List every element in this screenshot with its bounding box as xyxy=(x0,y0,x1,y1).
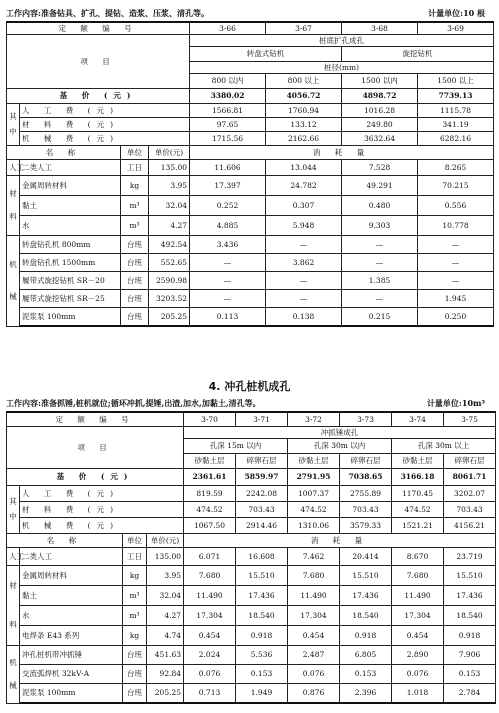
item-label: 项 目 xyxy=(7,427,184,469)
consume-value: 0.076 xyxy=(184,665,236,684)
machine-row xyxy=(7,254,494,272)
consume-value: 0.153 xyxy=(444,665,496,684)
item-name: 水 xyxy=(20,216,121,236)
consume-value: 0.713 xyxy=(184,684,236,704)
quota-table-1 xyxy=(6,21,494,327)
consume-value: 2.396 xyxy=(340,684,392,704)
cost-value: 1115.78 xyxy=(418,104,494,118)
cost-row xyxy=(7,104,494,118)
cost-row xyxy=(7,518,496,534)
soil-label: 碎卵石层 xyxy=(236,454,288,469)
consume-value: 0.454 xyxy=(392,626,444,646)
item-price: 3.95 xyxy=(147,566,184,586)
consume-value: 0.215 xyxy=(342,308,418,327)
consume-value: 24.782 xyxy=(266,176,342,196)
cost-value: 703.43 xyxy=(340,502,392,518)
material-row xyxy=(7,626,496,646)
item-name: 泥浆泵 100mm xyxy=(20,308,121,327)
cost-value: 2162.66 xyxy=(266,132,342,146)
consume-value: — xyxy=(342,236,418,254)
item-name: 交流弧焊机 32kV·A xyxy=(20,665,123,684)
unit-1: 计量单位:10 根 xyxy=(428,8,485,18)
item-name: 泥浆泵 100mm xyxy=(20,684,123,704)
material-row xyxy=(7,606,496,626)
consume-value: 11.490 xyxy=(184,586,236,606)
item-name: 履带式旋挖钻机 SR－20 xyxy=(20,272,121,290)
cost-value: 4156.21 xyxy=(444,518,496,534)
item-price: 4.27 xyxy=(149,216,190,236)
item-price: 451.63 xyxy=(147,646,184,665)
dia-value: 800 以上 xyxy=(266,74,342,89)
consume-value: — xyxy=(418,236,494,254)
machine-row xyxy=(7,272,494,290)
consume-value: — xyxy=(342,254,418,272)
consume-value: 0.876 xyxy=(288,684,340,704)
consume-value: 2.890 xyxy=(392,646,444,665)
consume-value: 0.454 xyxy=(288,626,340,646)
item-unit: m³ xyxy=(121,216,149,236)
consume-value: 0.918 xyxy=(340,626,392,646)
cost-value: 703.43 xyxy=(236,502,288,518)
consume-value: 1.945 xyxy=(418,290,494,308)
consume-value: 7.680 xyxy=(184,566,236,586)
consume-value: 6.071 xyxy=(184,548,236,566)
soil-label: 砂黏土层 xyxy=(288,454,340,469)
consume-value: 0.153 xyxy=(236,665,288,684)
item-name: 二类人工 xyxy=(20,548,123,566)
item-price: 32.04 xyxy=(147,586,184,606)
dia-value: 1500 以上 xyxy=(418,74,494,89)
col-consume: 消 耗 量 xyxy=(190,146,494,160)
group-title: 桩底扩孔成孔 xyxy=(190,35,494,47)
quota-label: 定 额 编 号 xyxy=(7,22,190,35)
item-name: 转盘钻孔机 800mm xyxy=(20,236,121,254)
consume-value: 5.536 xyxy=(236,646,288,665)
consume-value: 0.153 xyxy=(340,665,392,684)
consume-value: 1.018 xyxy=(392,684,444,704)
cost-value: 3632.64 xyxy=(342,132,418,146)
item-price: 135.00 xyxy=(149,160,190,176)
sub-group: 转盘式钻机 xyxy=(190,47,342,62)
quota-code: 3-70 xyxy=(184,412,236,427)
among-label: 其 中 xyxy=(7,104,20,146)
col-name: 名 称 xyxy=(7,534,123,548)
soil-label: 碎卵石层 xyxy=(340,454,392,469)
consume-value: 20.414 xyxy=(340,548,392,566)
base-price: 2791.95 xyxy=(288,469,340,486)
quota-code: 3-67 xyxy=(266,22,342,35)
consume-value: 7.906 xyxy=(444,646,496,665)
cost-value: 1715.56 xyxy=(190,132,266,146)
dia-value: 800 以内 xyxy=(190,74,266,89)
consume-value: 4.885 xyxy=(190,216,266,236)
consume-value: 13.044 xyxy=(266,160,342,176)
col-unit: 单位 xyxy=(123,534,147,548)
consume-value: 0.454 xyxy=(184,626,236,646)
cost-value: 1170.45 xyxy=(392,486,444,502)
consume-value: 49.291 xyxy=(342,176,418,196)
material-row xyxy=(7,196,494,216)
item-unit: 工日 xyxy=(123,548,147,566)
consume-value: 0.076 xyxy=(392,665,444,684)
cost-value: 1067.50 xyxy=(184,518,236,534)
header-row-group xyxy=(7,35,494,47)
consume-value: 15.510 xyxy=(444,566,496,586)
group-title: 冲抓锤成孔 xyxy=(184,427,496,439)
consume-value: 17.436 xyxy=(340,586,392,606)
depth-label: 孔深 15m 以内 xyxy=(184,439,288,454)
cost-value: 1310.06 xyxy=(288,518,340,534)
consume-value: 7.680 xyxy=(392,566,444,586)
quota-code: 3-71 xyxy=(236,412,288,427)
consume-value: 0.076 xyxy=(288,665,340,684)
cost-label: 机 械 费 (元) xyxy=(20,518,184,534)
depth-label: 孔深 30m 以内 xyxy=(288,439,392,454)
consume-value: — xyxy=(190,272,266,290)
item-unit: 台班 xyxy=(121,290,149,308)
consume-value: — xyxy=(418,272,494,290)
item-price: 3.95 xyxy=(149,176,190,196)
base-price-row xyxy=(7,89,494,104)
base-price: 7038.65 xyxy=(340,469,392,486)
item-name: 黏土 xyxy=(20,586,123,606)
cost-value: 474.52 xyxy=(392,502,444,518)
section-title: 4. 冲孔桩机成孔 xyxy=(208,380,291,393)
quota-code: 3-75 xyxy=(444,412,496,427)
cost-label: 材 料 费 (元) xyxy=(20,118,190,132)
depth-label: 孔深 30m 以上 xyxy=(392,439,496,454)
col-name: 名 称 xyxy=(7,146,121,160)
machine-row xyxy=(7,290,494,308)
material-row xyxy=(7,566,496,586)
machine-row xyxy=(7,236,494,254)
work-content-1: 工作内容:准备钻具、扩孔、提钻、造浆、压浆、清孔等。 xyxy=(6,8,209,18)
cost-value: 2242.08 xyxy=(236,486,288,502)
item-unit: kg xyxy=(123,626,147,646)
item-price: 492.54 xyxy=(149,236,190,254)
header-row-codes xyxy=(7,22,494,35)
quota-code: 3-69 xyxy=(418,22,494,35)
consume-value: 17.304 xyxy=(288,606,340,626)
item-name: 转盘钻孔机 1500mm xyxy=(20,254,121,272)
machine-row xyxy=(7,684,496,704)
item-name: 二类人工 xyxy=(20,160,121,176)
item-price: 2590.98 xyxy=(149,272,190,290)
machine-row xyxy=(7,646,496,665)
cost-value: 97.65 xyxy=(190,118,266,132)
consume-value: 0.138 xyxy=(266,308,342,327)
base-price: 8061.71 xyxy=(444,469,496,486)
item-unit: 台班 xyxy=(123,665,147,684)
cost-row xyxy=(7,118,494,132)
dia-label: 桩径(mm) xyxy=(190,62,494,74)
item-unit: kg xyxy=(123,566,147,586)
cost-label: 材 料 费 (元) xyxy=(20,502,184,518)
consume-value: 0.918 xyxy=(444,626,496,646)
consume-value: 0.918 xyxy=(236,626,288,646)
consume-value: 18.540 xyxy=(444,606,496,626)
cost-value: 474.52 xyxy=(184,502,236,518)
consume-value: — xyxy=(266,290,342,308)
item-price: 135.00 xyxy=(147,548,184,566)
consume-value: 11.490 xyxy=(288,586,340,606)
item-unit: 工日 xyxy=(121,160,149,176)
cost-value: 6282.16 xyxy=(418,132,494,146)
cost-label: 人 工 费 (元) xyxy=(20,486,184,502)
consume-value: — xyxy=(418,254,494,272)
cost-row xyxy=(7,132,494,146)
item-unit: kg xyxy=(121,176,149,196)
consume-value: 17.436 xyxy=(444,586,496,606)
base-price: 3380.02 xyxy=(190,89,266,104)
item-price: 205.25 xyxy=(149,308,190,327)
base-price-label: 基 价 (元) xyxy=(7,89,190,104)
base-price-label: 基 价 (元) xyxy=(7,469,184,486)
consume-value: 17.304 xyxy=(392,606,444,626)
base-price: 2361.61 xyxy=(184,469,236,486)
col-price: 单价(元) xyxy=(147,534,184,548)
consume-value: 0.480 xyxy=(342,196,418,216)
consume-value: 18.540 xyxy=(340,606,392,626)
base-price: 5859.97 xyxy=(236,469,288,486)
labor-row xyxy=(7,160,494,176)
consume-value: 0.252 xyxy=(190,196,266,216)
quota-code: 3-72 xyxy=(288,412,340,427)
consume-value: 18.540 xyxy=(236,606,288,626)
soil-label: 碎卵石层 xyxy=(444,454,496,469)
cost-value: 1760.94 xyxy=(266,104,342,118)
item-name: 电焊条 E43 系列 xyxy=(20,626,123,646)
consume-value: — xyxy=(266,236,342,254)
consume-value: 23.719 xyxy=(444,548,496,566)
consume-value: 17.436 xyxy=(236,586,288,606)
consume-value: 16.608 xyxy=(236,548,288,566)
item-unit: m³ xyxy=(123,586,147,606)
quota-code: 3-73 xyxy=(340,412,392,427)
material-row xyxy=(7,586,496,606)
cat-labor: 人工 xyxy=(7,160,20,176)
cat-material: 材 料 xyxy=(7,176,20,236)
base-price: 7739.13 xyxy=(418,89,494,104)
item-unit: 台班 xyxy=(121,308,149,327)
consume-value: 3.436 xyxy=(190,236,266,254)
item-name: 金属周转材料 xyxy=(20,566,123,586)
consume-value: 10.778 xyxy=(418,216,494,236)
cost-label: 人 工 费 (元) xyxy=(20,104,190,118)
cat-labor: 人工 xyxy=(7,548,20,566)
header-row-codes xyxy=(7,412,496,427)
quota-code: 3-66 xyxy=(190,22,266,35)
base-price: 4056.72 xyxy=(266,89,342,104)
consume-header-row xyxy=(7,146,494,160)
cost-value: 2755.89 xyxy=(340,486,392,502)
item-unit: m³ xyxy=(121,196,149,216)
consume-value: 0.307 xyxy=(266,196,342,216)
consume-value: 17.397 xyxy=(190,176,266,196)
consume-value: — xyxy=(342,290,418,308)
consume-value: 6.805 xyxy=(340,646,392,665)
base-price: 3166.18 xyxy=(392,469,444,486)
unit-2: 计量单位:10m³ xyxy=(426,398,485,408)
consume-value: 15.510 xyxy=(340,566,392,586)
consume-value: 7.528 xyxy=(342,160,418,176)
quota-code: 3-74 xyxy=(392,412,444,427)
quota-table-2 xyxy=(6,411,496,704)
cat-machine: 机 械 xyxy=(7,646,20,704)
item-unit: 台班 xyxy=(121,254,149,272)
item-unit: 台班 xyxy=(121,236,149,254)
consume-value: 11.490 xyxy=(392,586,444,606)
cost-value: 341.19 xyxy=(418,118,494,132)
consume-value: 8.265 xyxy=(418,160,494,176)
item-unit: 台班 xyxy=(121,272,149,290)
item-price: 205.25 xyxy=(147,684,184,704)
cost-value: 133.12 xyxy=(266,118,342,132)
item-price: 4.27 xyxy=(147,606,184,626)
cost-row xyxy=(7,502,496,518)
cost-value: 2914.46 xyxy=(236,518,288,534)
cost-label: 机 械 费 (元) xyxy=(20,132,190,146)
consume-value: 3.862 xyxy=(266,254,342,272)
item-price: 32.04 xyxy=(149,196,190,216)
quota-label: 定 额 编 号 xyxy=(7,412,184,427)
cost-row xyxy=(7,486,496,502)
base-price: 4898.72 xyxy=(342,89,418,104)
cost-value: 703.43 xyxy=(444,502,496,518)
item-label: 项 目 xyxy=(7,35,190,89)
cost-value: 819.59 xyxy=(184,486,236,502)
item-name: 履带式旋挖钻机 SR－25 xyxy=(20,290,121,308)
soil-label: 砂黏土层 xyxy=(184,454,236,469)
consume-value: 9.303 xyxy=(342,216,418,236)
consume-value: 1.385 xyxy=(342,272,418,290)
item-name: 水 xyxy=(20,606,123,626)
item-name: 冲孔桩机带冲抓锤 xyxy=(20,646,123,665)
consume-value: 0.113 xyxy=(190,308,266,327)
work-content-2: 工作内容:准备抓锤,桩机就位;循环冲抓,提锤,出渣,加水,加黏土,清孔等。 xyxy=(6,398,261,408)
among-label: 其 中 xyxy=(7,486,20,534)
consume-header-row xyxy=(7,534,496,548)
consume-value: 0.556 xyxy=(418,196,494,216)
header-row-group xyxy=(7,427,496,439)
consume-value: 1.949 xyxy=(236,684,288,704)
labor-row xyxy=(7,548,496,566)
cost-value: 3579.33 xyxy=(340,518,392,534)
base-price-row xyxy=(7,469,496,486)
cost-value: 1007.37 xyxy=(288,486,340,502)
consume-value: — xyxy=(266,272,342,290)
sub-group: 旋挖钻机 xyxy=(342,47,494,62)
material-row xyxy=(7,176,494,196)
consume-value: 5.948 xyxy=(266,216,342,236)
cost-value: 249.80 xyxy=(342,118,418,132)
consume-value: 8.670 xyxy=(392,548,444,566)
consume-value: 2.784 xyxy=(444,684,496,704)
machine-row xyxy=(7,665,496,684)
consume-value: 2.487 xyxy=(288,646,340,665)
col-price: 单价(元) xyxy=(149,146,190,160)
cat-material: 材 料 xyxy=(7,566,20,646)
cost-value: 3202.07 xyxy=(444,486,496,502)
consume-value: — xyxy=(190,254,266,272)
cost-value: 1521.21 xyxy=(392,518,444,534)
consume-value: 0.250 xyxy=(418,308,494,327)
item-name: 黏土 xyxy=(20,196,121,216)
cost-value: 1016.28 xyxy=(342,104,418,118)
col-consume: 消 耗 量 xyxy=(184,534,496,548)
cat-machine: 机 械 xyxy=(7,236,20,327)
consume-value: 11.606 xyxy=(190,160,266,176)
item-price: 4.74 xyxy=(147,626,184,646)
consume-value: — xyxy=(190,290,266,308)
item-price: 552.65 xyxy=(149,254,190,272)
item-unit: m³ xyxy=(123,606,147,626)
machine-row xyxy=(7,308,494,327)
item-name: 金属周转材料 xyxy=(20,176,121,196)
dia-value: 1500 以内 xyxy=(342,74,418,89)
item-unit: 台班 xyxy=(123,646,147,665)
consume-value: 15.510 xyxy=(236,566,288,586)
cost-value: 1566.81 xyxy=(190,104,266,118)
col-unit: 单位 xyxy=(121,146,149,160)
item-unit: 台班 xyxy=(123,684,147,704)
item-price: 92.84 xyxy=(147,665,184,684)
item-price: 3203.52 xyxy=(149,290,190,308)
consume-value: 70.215 xyxy=(418,176,494,196)
cost-value: 474.52 xyxy=(288,502,340,518)
consume-value: 2.024 xyxy=(184,646,236,665)
quota-code: 3-68 xyxy=(342,22,418,35)
consume-value: 7.462 xyxy=(288,548,340,566)
material-row xyxy=(7,216,494,236)
consume-value: 17.304 xyxy=(184,606,236,626)
consume-value: 7.680 xyxy=(288,566,340,586)
soil-label: 砂黏土层 xyxy=(392,454,444,469)
